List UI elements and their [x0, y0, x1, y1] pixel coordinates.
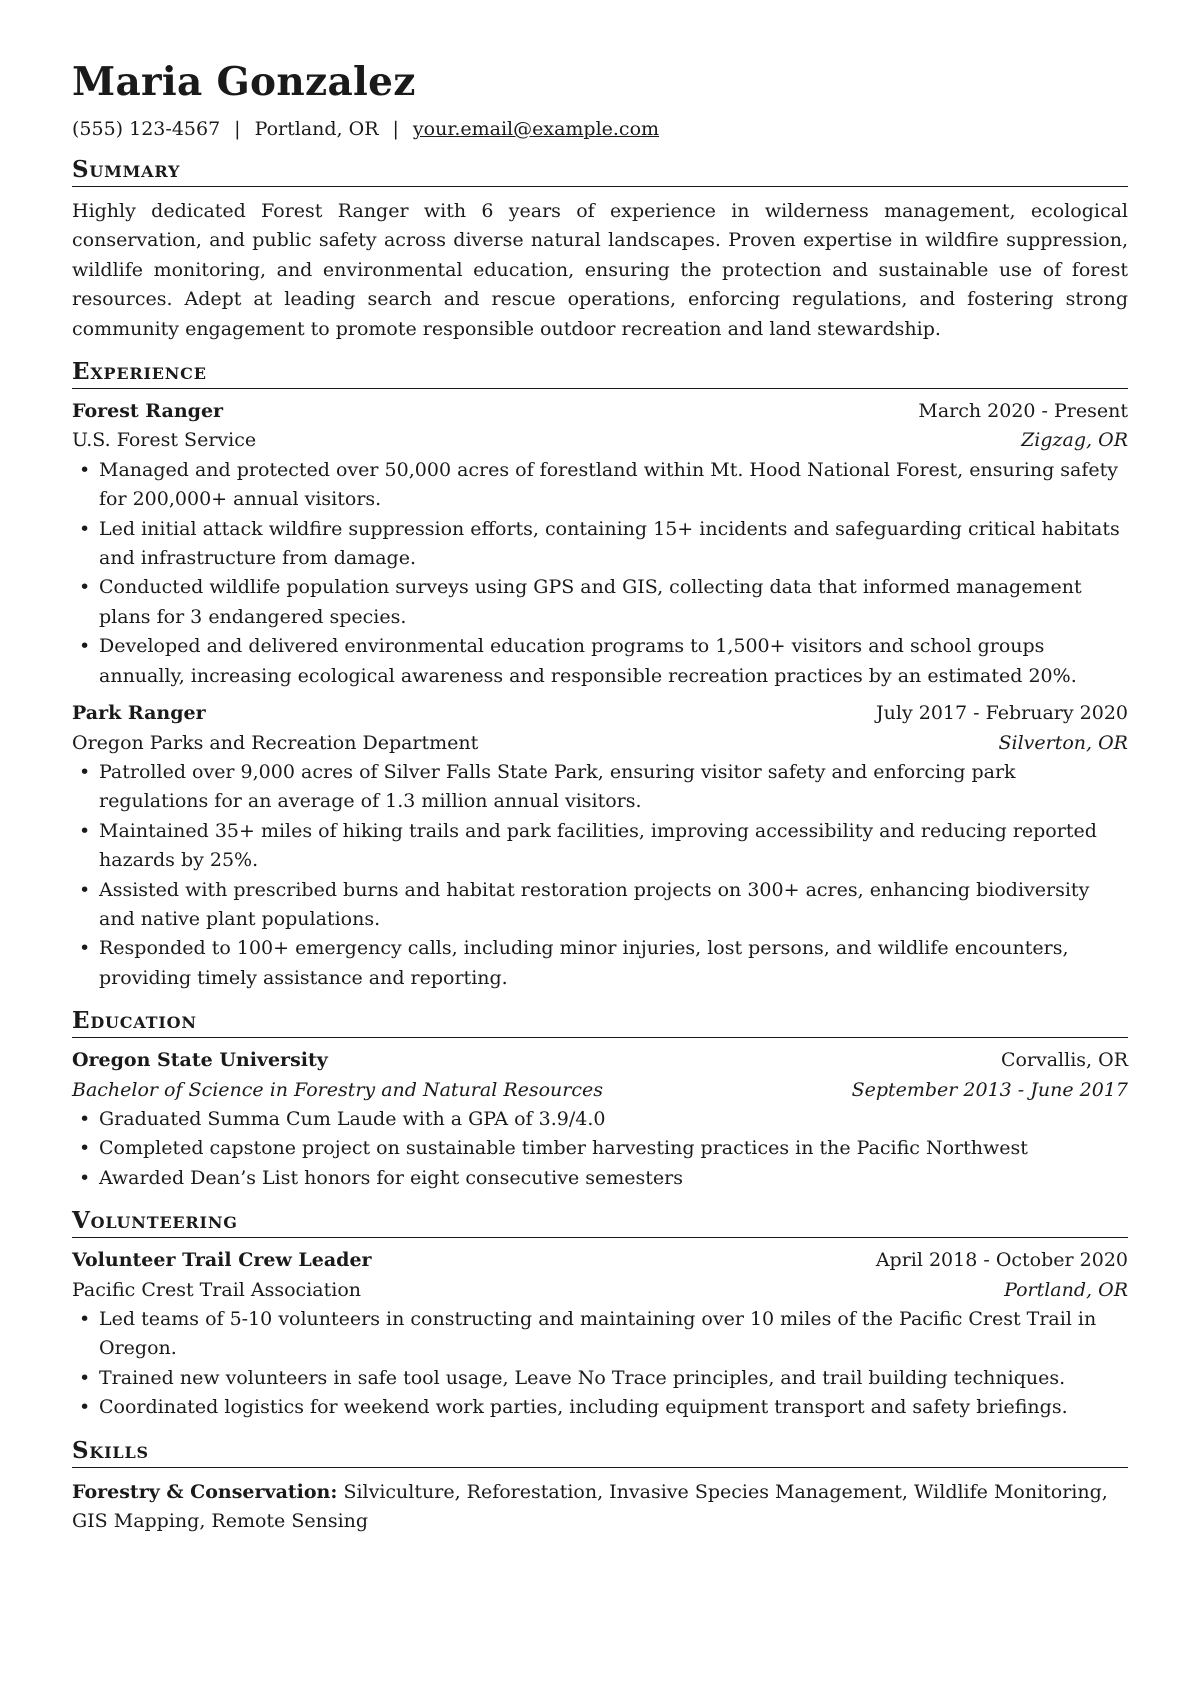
volunteer-dates: April 2018 - October 2020 — [875, 1249, 1128, 1272]
bullet-item: • Completed capstone project on sustainable timber harvesting practices in the Pacific Northwest — [72, 1134, 1128, 1163]
job-title: Park Ranger — [72, 702, 206, 725]
volunteer-role: Volunteer Trail Crew Leader — [72, 1249, 372, 1272]
contact-separator: | — [234, 118, 241, 140]
skills-line — [72, 1478, 1128, 1537]
entry-subheader-row — [72, 426, 1128, 455]
email-link[interactable]: your.email@example.com — [412, 118, 660, 140]
job-title: Forest Ranger — [72, 400, 224, 423]
job-dates: July 2017 - February 2020 — [876, 702, 1128, 725]
volunteering-entry — [72, 1246, 1128, 1422]
bullet-item: • Awarded Dean’s List honors for eight consecutive semesters — [72, 1164, 1128, 1193]
bullet-list — [72, 758, 1128, 993]
experience-entry — [72, 699, 1128, 993]
school-name: Oregon State University — [72, 1049, 328, 1072]
bullet-item: • Patrolled over 9,000 acres of Silver Falls State Park, ensuring visitor safety and enforcing park regulations for an average of 1.3 million annual visitors. — [72, 758, 1128, 817]
volunteer-location: Portland, OR — [1004, 1278, 1128, 1301]
job-location: Silverton, OR — [998, 731, 1128, 754]
education-entry — [72, 1046, 1128, 1193]
job-location: Zigzag, OR — [1021, 429, 1128, 452]
entry-header-row — [72, 1046, 1128, 1075]
job-dates: March 2020 - Present — [918, 400, 1128, 423]
bullet-list — [72, 456, 1128, 691]
bullet-item: • Developed and delivered environmental education programs to 1,500+ visitors and school groups annually, increasing ecological awareness and responsible recreation practices by an estimated 20%. — [72, 632, 1128, 691]
section-title-volunteering: Volunteering — [72, 1207, 1128, 1238]
bullet-item: • Conducted wildlife population surveys using GPS and GIS, collecting data that informed management plans for 3 endangered species. — [72, 573, 1128, 632]
bullet-item: • Graduated Summa Cum Laude with a GPA of 3.9/4.0 — [72, 1105, 1128, 1134]
bullet-item: • Managed and protected over 50,000 acres of forestland within Mt. Hood National Forest, ensuring safety for 200,000+ annual visitors. — [72, 456, 1128, 515]
location: Portland, OR — [254, 118, 379, 140]
section-title-education: Education — [72, 1007, 1128, 1038]
summary-text: Highly dedicated Forest Ranger with 6 years of experience in wilderness management, ecological conservation, and public safety across diverse natural landscapes. Proven expertise in wildfire suppression, wildlife monitoring, and environmental education, ensuring the protection and sustainable use of forest resources. Adept at leading search and rescue operations, enforcing regulations, and fostering strong community engagement to promote responsible outdoor recreation and land stewardship. — [72, 200, 1128, 340]
section-title-skills: Skills — [72, 1437, 1128, 1468]
employer: U.S. Forest Service — [72, 429, 257, 452]
contact-separator: | — [392, 118, 399, 140]
entry-subheader-row — [72, 1276, 1128, 1305]
entry-subheader-row — [72, 729, 1128, 758]
bullet-item: • Assisted with prescribed burns and habitat restoration projects on 300+ acres, enhancing biodiversity and native plant populations. — [72, 876, 1128, 935]
experience-entry — [72, 397, 1128, 691]
entry-header-row — [72, 1246, 1128, 1275]
section-title-summary: Summary — [72, 156, 1128, 187]
bullet-item: • Led initial attack wildfire suppression efforts, containing 15+ incidents and safeguarding critical habitats and infrastructure from damage. — [72, 515, 1128, 574]
entry-header-row — [72, 699, 1128, 728]
volunteer-org: Pacific Crest Trail Association — [72, 1278, 361, 1301]
bullet-item: • Maintained 35+ miles of hiking trails and park facilities, improving accessibility and reducing reported hazards by 25%. — [72, 817, 1128, 876]
bullet-item: • Responded to 100+ emergency calls, including minor injuries, lost persons, and wildlife encounters, providing timely assistance and reporting. — [72, 934, 1128, 993]
skills-category-label: Forestry & Conservation: — [72, 1480, 338, 1503]
phone-number: (555) 123-4567 — [72, 118, 221, 140]
degree: Bachelor of Science in Forestry and Natural Resources — [72, 1078, 604, 1101]
bullet-item: • Trained new volunteers in safe tool usage, Leave No Trace principles, and trail building techniques. — [72, 1364, 1128, 1393]
bullet-list — [72, 1305, 1128, 1423]
bullet-list — [72, 1105, 1128, 1193]
education-dates: September 2013 - June 2017 — [851, 1078, 1128, 1101]
skills-list: Silviculture, Reforestation, Invasive Species Management, Wildlife Monitoring, GIS Mapping, Remote Sensing — [72, 1480, 1108, 1533]
bullet-item: • Coordinated logistics for weekend work parties, including equipment transport and safety briefings. — [72, 1393, 1128, 1422]
school-location: Corvallis, OR — [1000, 1049, 1128, 1072]
contact-line — [72, 116, 1128, 142]
section-title-experience: Experience — [72, 358, 1128, 389]
entry-header-row — [72, 397, 1128, 426]
employer: Oregon Parks and Recreation Department — [72, 731, 479, 754]
bullet-item: • Led teams of 5-10 volunteers in constructing and maintaining over 10 miles of the Pacific Crest Trail in Oregon. — [72, 1305, 1128, 1364]
entry-subheader-row — [72, 1076, 1128, 1105]
candidate-name: Maria Gonzalez — [72, 59, 416, 105]
